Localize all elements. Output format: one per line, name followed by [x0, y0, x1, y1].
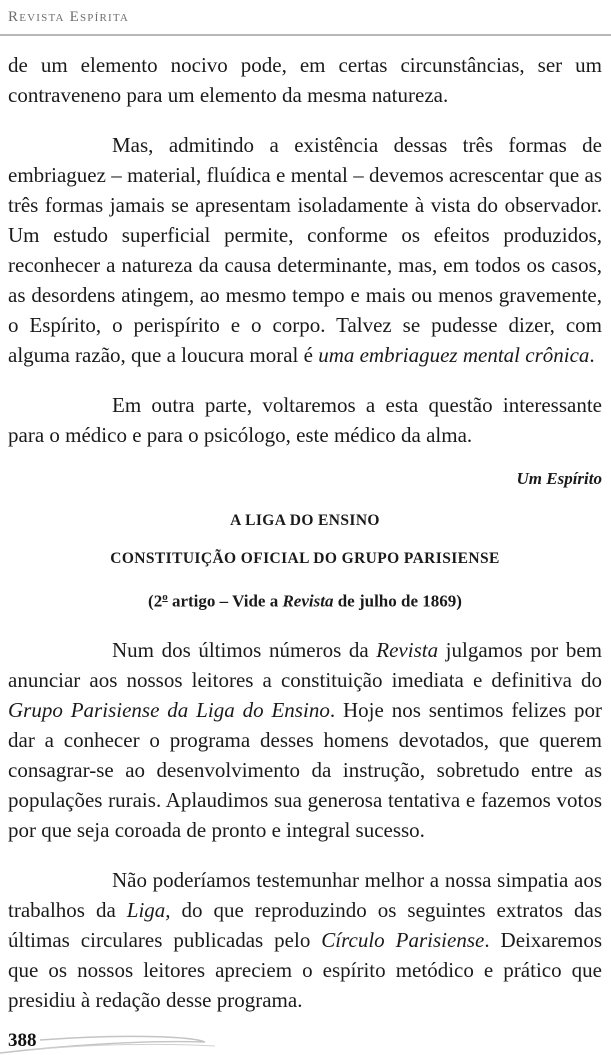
p5-b: do que reproduzindo os seguintes extratos das últimas circulares publicadas pelo	[8, 897, 602, 952]
page-number: 388	[8, 1030, 37, 1051]
note-sup: o	[162, 591, 168, 603]
paragraph-5	[8, 865, 602, 1015]
p4-c: . Hoje nos sentimos felizes por dar a conhecer o programa desses homens devotados, que querem consagrar-se ao desenvolvimento da instrução, sobretudo entre as populações rurais. Aplaudimos sua generosa tentativa e fazemos votos por que seja coroada de pronto e integral sucesso.	[8, 697, 603, 842]
signature: Um Espírito	[516, 469, 602, 488]
paragraph-2-italic: uma embriaguez mental crônica	[318, 343, 590, 367]
p5-italic-1: Liga,	[126, 897, 171, 922]
page-content	[8, 50, 602, 1015]
paragraph-2-text: Mas, admitindo a existência dessas três formas de embriaguez – material, fluídica e mental – devemos acrescentar que as três formas jamais se apresentam isoladamente à vista do observador. Um estudo superficial permite, conforme os efeitos produzidos, reconhecer a natureza da causa determinante, mas, em todos os casos, as desordens atingem, ao mesmo tempo e mais ou menos gravemente, o Espírito, o perispírito e o corpo. Talvez se pudesse dizer, com alguma razão, que a loucura moral é	[8, 133, 602, 367]
p5-italic-2: Círculo Parisiense	[321, 927, 485, 952]
section-note	[8, 582, 602, 617]
section-title: A LIGA DO ENSINO	[230, 512, 380, 529]
running-header: Revista Espírita	[8, 9, 130, 25]
paragraph-1: de um elemento nocivo pode, em certas circunstâncias, ser um contraveneno para um elemento da mesma natureza.	[8, 53, 602, 107]
paragraph-2-end: .	[589, 343, 595, 367]
note-b: artigo – Vide a	[167, 591, 283, 611]
header-rule	[0, 34, 611, 36]
paragraph-2	[8, 130, 602, 370]
note-c: de julho de 1869)	[333, 591, 462, 611]
p4-italic-1: Revista	[376, 637, 439, 662]
section-subtitle: CONSTITUIÇÃO OFICIAL DO GRUPO PARISIENSE	[110, 550, 500, 567]
note-italic: Revista	[282, 591, 334, 611]
paragraph-4	[8, 635, 602, 845]
p4-italic-2: Grupo Parisiense da Liga do Ensino	[8, 697, 330, 722]
p5-a: Não poderíamos testemunhar melhor a nossa simpatia aos trabalhos da	[8, 867, 602, 922]
p4-b: julgamos por bem anunciar aos nossos leitores a constituição imediata e definitiva do	[8, 637, 602, 692]
paragraph-3: Em outra parte, voltaremos a esta questão interessante para o médico e para o psicólogo, este médico da alma.	[8, 393, 602, 447]
note-a: (2	[148, 591, 163, 611]
p4-a: Num dos últimos números da	[112, 637, 377, 662]
p5-c: . Deixaremos que os nossos leitores apreciem o espírito metódico e prático que presidiu à redação desse programa.	[8, 927, 603, 1012]
